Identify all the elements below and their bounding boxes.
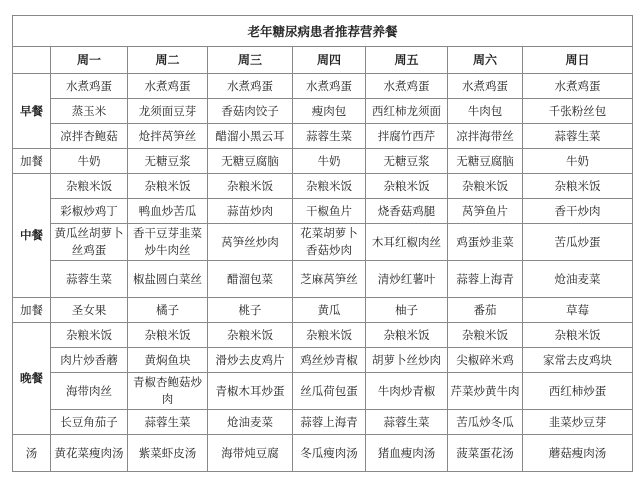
dish-cell: 无糖豆腐脑 <box>208 149 293 174</box>
dish-cell: 香干炒肉 <box>523 199 633 224</box>
table-row <box>13 348 633 373</box>
dish-cell: 干椒鱼片 <box>293 199 366 224</box>
dish-cell: 橘子 <box>128 298 208 323</box>
dish-cell: 牛肉包 <box>448 99 523 124</box>
day-header: 周三 <box>208 47 293 74</box>
dish-cell: 冬瓜瘦肉汤 <box>293 435 366 472</box>
dish-cell: 水煮鸡蛋 <box>128 74 208 99</box>
meal-plan-table <box>12 15 633 472</box>
day-header: 周六 <box>448 47 523 74</box>
dish-cell: 紫菜虾皮汤 <box>128 435 208 472</box>
dish-cell: 芝麻莴笋丝 <box>293 261 366 298</box>
dish-cell: 无糖豆腐脑 <box>448 149 523 174</box>
table-row <box>13 261 633 298</box>
dish-cell: 瘦肉包 <box>293 99 366 124</box>
dish-cell: 水煮鸡蛋 <box>366 74 448 99</box>
dish-cell: 水煮鸡蛋 <box>51 74 128 99</box>
dish-cell: 杂粮米饭 <box>51 174 128 199</box>
dish-cell: 杂粮米饭 <box>51 323 128 348</box>
dish-cell: 牛奶 <box>523 149 633 174</box>
table-row <box>13 74 633 99</box>
dish-cell: 尖椒碎米鸡 <box>448 348 523 373</box>
dish-cell: 蘑菇瘦肉汤 <box>523 435 633 472</box>
meal-label: 汤 <box>13 435 51 472</box>
dish-cell: 莴笋丝炒肉 <box>208 224 293 261</box>
dish-cell: 清炒红薯叶 <box>366 261 448 298</box>
dish-cell: 杂粮米饭 <box>208 323 293 348</box>
dish-cell: 肉片炒香蘑 <box>51 348 128 373</box>
dish-cell: 柚子 <box>366 298 448 323</box>
dish-cell: 海带肉丝 <box>51 373 128 410</box>
dish-cell: 醋溜包菜 <box>208 261 293 298</box>
dish-cell: 海带炖豆腐 <box>208 435 293 472</box>
dish-cell: 菠菜蛋花汤 <box>448 435 523 472</box>
table-row <box>13 199 633 224</box>
dish-cell: 黄焖鱼块 <box>128 348 208 373</box>
table-row <box>13 410 633 435</box>
dish-cell: 圣女果 <box>51 298 128 323</box>
dish-cell: 烧香菇鸡腿 <box>366 199 448 224</box>
dish-cell: 家常去皮鸡块 <box>523 348 633 373</box>
dish-cell: 青椒木耳炒蛋 <box>208 373 293 410</box>
table-row <box>13 99 633 124</box>
dish-cell: 杂粮米饭 <box>293 323 366 348</box>
meal-label: 早餐 <box>13 74 51 149</box>
meal-label: 中餐 <box>13 174 51 298</box>
dish-cell: 彩椒炒鸡丁 <box>51 199 128 224</box>
dish-cell: 蒜蓉上海青 <box>293 410 366 435</box>
dish-cell: 蒜蓉生菜 <box>293 124 366 149</box>
dish-cell: 鸭血炒苦瓜 <box>128 199 208 224</box>
dish-cell: 炝拌莴笋丝 <box>128 124 208 149</box>
table-row <box>13 149 633 174</box>
dish-cell: 醋溜小黑云耳 <box>208 124 293 149</box>
dish-cell: 胡萝卜丝炒肉 <box>366 348 448 373</box>
dish-cell: 滑炒去皮鸡片 <box>208 348 293 373</box>
dish-cell: 杂粮米饭 <box>293 174 366 199</box>
dish-cell: 丝瓜荷包蛋 <box>293 373 366 410</box>
dish-cell: 香干豆芽韭菜炒牛肉丝 <box>128 224 208 261</box>
dish-cell: 水煮鸡蛋 <box>208 74 293 99</box>
dish-cell: 芹菜炒黄牛肉 <box>448 373 523 410</box>
day-header: 周五 <box>366 47 448 74</box>
dish-cell: 香菇肉饺子 <box>208 99 293 124</box>
dish-cell: 蒜蓉生菜 <box>128 410 208 435</box>
dish-cell: 苦瓜炒冬瓜 <box>448 410 523 435</box>
dish-cell: 炝油麦菜 <box>208 410 293 435</box>
dish-cell: 番茄 <box>448 298 523 323</box>
dish-cell: 猪血瘦肉汤 <box>366 435 448 472</box>
dish-cell: 杂粮米饭 <box>366 323 448 348</box>
dish-cell: 龙须面豆芽 <box>128 99 208 124</box>
dish-cell: 杂粮米饭 <box>128 174 208 199</box>
dish-cell: 千张粉丝包 <box>523 99 633 124</box>
dish-cell: 蒜蓉生菜 <box>523 124 633 149</box>
dish-cell: 凉拌杏鲍菇 <box>51 124 128 149</box>
dish-cell: 莴笋鱼片 <box>448 199 523 224</box>
dish-cell: 鸡丝炒青椒 <box>293 348 366 373</box>
dish-cell: 炝油麦菜 <box>523 261 633 298</box>
dish-cell: 无糖豆浆 <box>366 149 448 174</box>
table-row <box>13 174 633 199</box>
header-row <box>13 47 633 74</box>
dish-cell: 黄瓜 <box>293 298 366 323</box>
table-row <box>13 373 633 410</box>
dish-cell: 杂粮米饭 <box>366 174 448 199</box>
dish-cell: 椒盐圆白菜丝 <box>128 261 208 298</box>
dish-cell: 牛奶 <box>51 149 128 174</box>
dish-cell: 蒜苗炒肉 <box>208 199 293 224</box>
day-header: 周四 <box>293 47 366 74</box>
table-row <box>13 298 633 323</box>
dish-cell: 黄花菜瘦肉汤 <box>51 435 128 472</box>
table-row <box>13 435 633 472</box>
dish-cell: 杂粮米饭 <box>208 174 293 199</box>
dish-cell: 桃子 <box>208 298 293 323</box>
dish-cell: 木耳红椒肉丝 <box>366 224 448 261</box>
page-title: 老年糖尿病患者推荐营养餐 <box>13 16 633 47</box>
dish-cell: 水煮鸡蛋 <box>448 74 523 99</box>
dish-cell: 凉拌海带丝 <box>448 124 523 149</box>
table-row <box>13 124 633 149</box>
day-header: 周一 <box>51 47 128 74</box>
day-header: 周二 <box>128 47 208 74</box>
dish-cell: 水煮鸡蛋 <box>293 74 366 99</box>
dish-cell: 无糖豆浆 <box>128 149 208 174</box>
dish-cell: 杂粮米饭 <box>523 174 633 199</box>
table-row <box>13 323 633 348</box>
dish-cell: 西红柿炒蛋 <box>523 373 633 410</box>
dish-cell: 蒜蓉生菜 <box>51 261 128 298</box>
meal-label: 晚餐 <box>13 323 51 435</box>
dish-cell: 牛奶 <box>293 149 366 174</box>
dish-cell: 鸡蛋炒韭菜 <box>448 224 523 261</box>
dish-cell: 长豆角茄子 <box>51 410 128 435</box>
dish-cell: 蒜蓉生菜 <box>366 410 448 435</box>
dish-cell: 苦瓜炒蛋 <box>523 224 633 261</box>
day-header: 周日 <box>523 47 633 74</box>
dish-cell: 花菜胡萝卜香菇炒肉 <box>293 224 366 261</box>
dish-cell: 蒸玉米 <box>51 99 128 124</box>
dish-cell: 杂粮米饭 <box>523 323 633 348</box>
table-row <box>13 224 633 261</box>
corner-cell <box>13 47 51 74</box>
dish-cell: 杂粮米饭 <box>128 323 208 348</box>
dish-cell: 黄瓜丝胡萝卜丝鸡蛋 <box>51 224 128 261</box>
dish-cell: 拌腐竹西芹 <box>366 124 448 149</box>
dish-cell: 水煮鸡蛋 <box>523 74 633 99</box>
dish-cell: 韭菜炒豆芽 <box>523 410 633 435</box>
dish-cell: 杂粮米饭 <box>448 174 523 199</box>
dish-cell: 蒜蓉上海青 <box>448 261 523 298</box>
dish-cell: 杂粮米饭 <box>448 323 523 348</box>
dish-cell: 西红柿龙须面 <box>366 99 448 124</box>
dish-cell: 牛肉炒青椒 <box>366 373 448 410</box>
dish-cell: 青椒杏鲍菇炒肉 <box>128 373 208 410</box>
meal-label: 加餐 <box>13 298 51 323</box>
meal-label: 加餐 <box>13 149 51 174</box>
dish-cell: 草莓 <box>523 298 633 323</box>
